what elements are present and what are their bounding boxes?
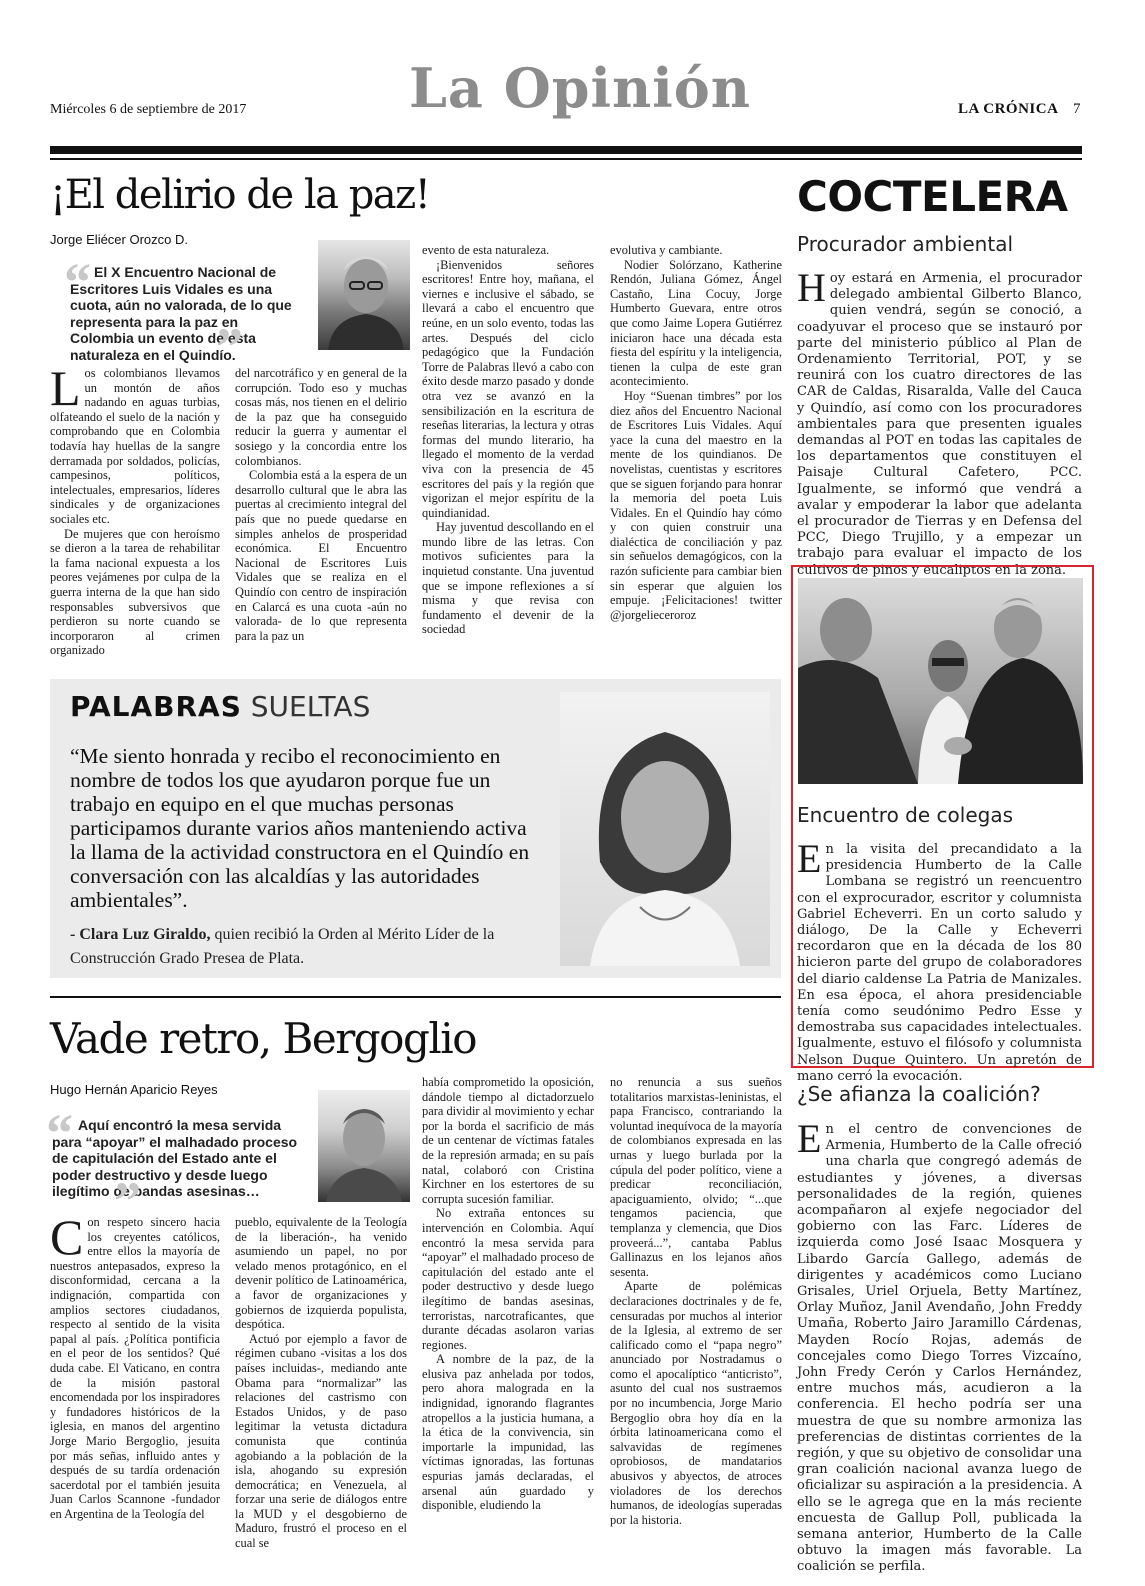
header-rule-thick xyxy=(50,146,1082,154)
dropcap: C xyxy=(50,1209,84,1265)
article1-col1: Los colombianos llevamos un montón de años nadando en aguas turbias, olfateando el suelo de la nación y comprobando que en Colombia todavía hay huellas de la sangre derramada por soldados, policías, campesinos, políticos, intelectuales, empresarios, líderes sindicales y de organizaciones sociales etc. De mujeres que con heroísmo se dieron a la tarea de rehabilitar la fama nacional expuesta a los peores vejámenes por culpa de la guerra interna de la que han sido responsables subversivos que perdieron su norte cuando se incorporaron al crimen organizado xyxy=(50,360,220,658)
pullquote: El X Encuentro Nacional de Escritores Luis Vidales es una cuota, aún no valorada, de lo que representa para la paz en Colombia un evento de esta naturaleza en el Quindío. xyxy=(70,264,292,363)
article1-col3: evento de esta naturaleza. ¡Bienvenidos señores escritores! Entre hoy, mañana, el viernes e inclusive el sábado, se llevará a cabo el encuentro que reúne, en un solo evento, todas las artes. Después del ciclo pedagógico que la Fundación Torre de Palabras llevó a cabo con éxito desde marzo pasado y donde otra vez se avanzó en la sensibilización en la escritura de reseñas literarias, la lectura y otras formas del mundo literario, ha llegado el momento de la verdad viva con la presencia de 45 escritores del país y la región que vigorizan el mejor espíritu de la quindianidad. Hay juventud descollando en el mundo libre de las letras. Con motivos suficientes para la inquietud constante. Una juventud que se impone reflexiones a sí misma y que revisa con fundamento el devenir de la sociedad xyxy=(422,243,594,637)
article2-col1: Con respeto sincero hacia los creyentes católicos, entre ellos la mayoría de nuestros antepasados, expreso la disconformidad, cercana a la indignación, compartida con amplios sectores ciudadanos, respecto al sentido de la visita papal al país. ¿Política pontificia en el peor de los sentidos? Qué duda cabe. El Vaticano, en contra de la misión pastoral encomendada por los inspiradores y fundadores históricos de la iglesia, en manos del argentino Jorge Mario Bergoglio, jesuita por más señas, influido antes y después de su tardía ordenación sacerdotal por el también jesuita Juan Carlos Scannone -fundador en Argentina de la Teología del xyxy=(50,1209,220,1521)
photo-figures-icon xyxy=(798,578,1083,784)
portrait-icon xyxy=(318,240,410,350)
close-quote-icon: ” xyxy=(216,317,243,377)
section-title: La Opinión xyxy=(408,56,752,120)
close-quote-icon: ” xyxy=(114,1171,141,1231)
dropcap: L xyxy=(50,360,81,416)
article-title: Vade retro, Bergoglio xyxy=(50,1014,476,1063)
item-title: Encuentro de colegas xyxy=(797,803,1014,827)
coctelera-title: COCTELERA xyxy=(797,172,1068,221)
palabras-quote: “Me siento honrada y recibo el reconocimiento en nombre de todos los que ayudaron porque fue un trabajo en equipo en el que muchas personas participamos durante varios años manteniendo activa la llama de la actividad constructora en el Quindío en conversación con las alcaldías y las autoridades ambientales”. xyxy=(70,744,530,912)
portrait-icon xyxy=(560,692,770,966)
item-title: ¿Se afianza la coalición? xyxy=(797,1082,1041,1106)
palabras-attribution: - Clara Luz Giraldo, quien recibió la Orden al Mérito Líder de la Construcción Grado Presea de Plata. xyxy=(70,926,495,967)
item-text: Hoy estará en Armenia, el procurador delegado ambiental Gilberto Blanco, quien vendrá, según se conoció, a coadyuvar el proceso que se instauró por parte del ministerio público al Plan de Ordenamiento Territorial, POT, y se reunirá con los cuatro directores de las CAR de Caldas, Risaralda, Valle del Cauca y Quindío, así como con los procuradores ambientales para que presenten iguales demandas al POT en todas las capitales de los departamentos que constituyen el Paisaje Cultural Cafetero, PCC. Igualmente, se informó que vendrá a avalar y empoderar la labor que adelanta el procurador de Tierras y en Defensa del PCC, Diego Trujillo, y a empezar un trabajo para evaluar el impacto de los cultivos de pinos y eucaliptos en la zona. xyxy=(797,265,1082,578)
author-photo xyxy=(318,1090,410,1202)
article2-col3: había comprometido la oposición, dándole tiempo al dictadorzuelo para dividir al movimiento y echar por la borda el sacrificio de más de un centenar de víctimas fatales de la represión armada; en su país natal, colaboró con Cristina Kirchner en los estertores de su corrupta sucesión familiar. No extraña entonces su intervención en Colombia. Aquí encontró la mesa servida para “apoyar” el malhadado proceso de capitulación del estado ante el poder destructivo y desde luego ilegítimo de bandas asesinas, terroristas, narcotraficantes, que durante décadas asolaron varias regiones. A nombre de la paz, de la elusiva paz anhelada por todos, pero ahora malograda en la indignidad, ignorando flagrantes atropellos a la justicia humana, a la ética de la convivencia, sin importarle la impunidad, las víctimas ignoradas, las fortunas espurias jamás declaradas, el arsenal aún guardado y disponible, eludiendo la xyxy=(422,1075,594,1513)
article2-col2: pueblo, equivalente de la Teología de la liberación-, ha venido asumiendo un papel, no por velado menos protagónico, en el devenir político de Latinoamérica, a favor de organizaciones y gobiernos de izquierda populista, despótica. Actuó por ejemplo a favor de régimen cubano -visitas a los dos países incluidas-, mediando ante Obama para “normalizar” las relaciones del castrismo con Estados Unidos, y de paso legitimar la vetusta dictadura comunista que continúa agobiando a la población de la isla, ahogando su expresión democrática; en Venezuela, al forzar una serie de diálogos entre la MUD y el desgobierno de Maduro, frustró el proceso en el cual se xyxy=(235,1215,407,1551)
pullquote: Aquí encontró la mesa servida para “apoyar” el malhadado proceso de capitulación del Estado ante el poder destructivo y desde luego ilegítimo de bandas asesinas… xyxy=(52,1117,298,1199)
item-title: Procurador ambiental xyxy=(797,232,1014,256)
section-divider xyxy=(50,996,781,998)
open-quote-icon: “ xyxy=(46,1103,73,1163)
open-quote-icon: “ xyxy=(64,252,91,312)
issue-date: Miércoles 6 de septiembre de 2017 xyxy=(50,102,247,117)
article1-col4: evolutiva y cambiante. Nodier Solórzano, Katherine Rendón, Juliana Gómez, Ángel Castaño, Lina Cocuy, Jorge Humberto Guevara, entre otros que como Jaime Lopera Gutiérrez iniciaron hace una década esta fiesta del espíritu y la inteligencia, tienen la culpa de este gran acontecimiento. Hoy “Suenan timbres” por los diez años del Encuentro Nacional de Escritores Luis Vidales. Aquí yace la cuna del maestro en la mente de los quindianos. De novelistas, cuentistas y escritores que se siguen forjando para honrar la memoria del poeta Luis Vidales. En el Quindío hay cómo y con quien construir una dialéctica de conciliación y paz sin señuelos demagógicos, con la razón suficiente para cambiar bien sin esperar que alguien los empuje. ¡Felicitaciones! twitter @jorgelieceroroz xyxy=(610,243,782,622)
article-author: Jorge Eliécer Orozco D. xyxy=(50,232,188,247)
article1-col2: del narcotráfico y en general de la corrupción. Todo eso y muchas cosas más, nos tienen en el delirio de la paz que ha conseguido reducir la guerra y aumentar el sosiego y la concordia entre los colombianos. Colombia está a la espera de un desarrollo cultural que le abra las puertas al crecimiento integral del país que no puede quedarse en simples anhelos de prosperidad económica. El Encuentro Nacional de Escritores Luis Vidales que se realiza en el Quindío con centro de inspiración en Calarcá es una cuota -aún no valorada- de lo que representa para la paz un xyxy=(235,366,407,643)
speaker-photo xyxy=(560,692,770,966)
portrait-icon xyxy=(318,1090,410,1202)
item-text: En el centro de convenciones de Armenia, Humberto de la Calle ofreció una charla que congregó además de estudiantes y jóvenes, a diversas personalidades de la región, quienes acompañaron al exjefe negociador del gobierno con las Farc. Líderes de izquierda como José Isaac Mosquera y Libardo García Gallego, además de dirigentes y académicos como Luciano Grisales, Uriel Orjuela, Betty Martínez, Orlay Muñoz, Janil Avendaño, John Freddy Umaña, Roberto Jairo Jaramillo Cárdenas, Mayden Rocío Rojas, además de concejales como Diego Torres Vizcaíno, John Fredy Cerón y Carlos Hernández, entre muchos más, acudieron a la conferencia. El hecho podría ser una muestra de que su nombre armoniza las preferencias de distintas corrientes de la región, y que su objetivo de consolidar una gran coalición nacional avanza luego de oficializar su aspiración a la presidencia. A ello se le agrega que en la más reciente encuesta de Gallup Poll, publicada la semana anterior, Humberto de la Calle obtuvo la imagen más favorable. La coalición se perfila. xyxy=(797,1116,1082,1575)
article2-col4: no renuncia a sus sueños totalitarios marxistas-leninistas, el papa Francisco, contrariando la voluntad inequívoca de la mayoría de colombianos expresada en las urnas y luego burlada por la cúpula del poder político, viene a predicar reconciliación, apaciguamiento, olvido; “...que tengamos paciencia, que templanza y clemencia, que Dios proveerá...”, cantaba Pablus Gallinazus en los lejanos años sesenta. Aparte de polémicas declaraciones doctrinales y de fe, censuradas por muchos al interior de la Iglesia, al extremo de ser calificado como el “papa negro” anunciado por Nostradamus o como el apocalíptico “anticristo”, asunto del cual nos sustraemos por no incumbencia, Jorge Mario Bergoglio obra hoy día en la órbita latinoamericana como el salvavidas de regímenes oprobiosos, de mandatarios abusivos y abyectos, de atroces violadores de los derechos humanos, de ideologías superadas por la historia. xyxy=(610,1075,782,1527)
handshake-photo xyxy=(798,578,1083,784)
paper-name: LA CRÓNICA xyxy=(958,101,1059,117)
palabras-title: PALABRAS SUELTAS xyxy=(70,690,371,723)
article-author: Hugo Hernán Aparicio Reyes xyxy=(50,1082,218,1097)
article-title: ¡El delirio de la paz! xyxy=(50,172,430,218)
header-rule-thin xyxy=(50,158,1082,160)
item-text: En la visita del precandidato a la presidencia Humberto de la Calle Lombana se registró un reencuentro con el exprocurador, escritor y columnista Gabriel Echeverri. En un corto saludo y diálogo, De la Calle y Echeverri recordaron que en la década de los 80 hicieron parte del grupo de colaboradores del diario caldense La Patria de Manizales. En esa época, el ahora presidenciable tenía como seudónimo Pedro Esse y demostraba sus capacidades intelectuales. Igualmente, estuvo el filósofo y columnista Nelson Duque Quintero. Un apretón de mano cerró la evocación. xyxy=(797,836,1082,1084)
author-photo xyxy=(318,240,410,350)
page-number: 7 xyxy=(1073,101,1081,117)
